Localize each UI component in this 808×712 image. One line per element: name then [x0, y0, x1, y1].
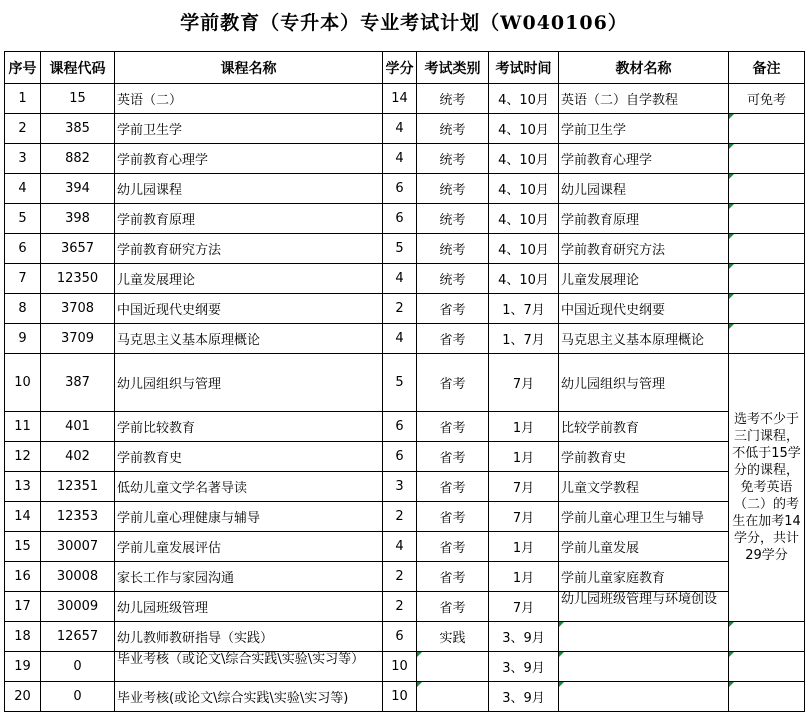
- row-time: 4、10月: [489, 114, 559, 144]
- table-row: [5, 562, 805, 592]
- row-name: 儿童发展理论: [115, 264, 383, 294]
- row-credit: 6: [383, 622, 417, 652]
- row-code: 3657: [41, 234, 115, 264]
- row-type: 省考: [417, 532, 489, 562]
- row-book: 中国近现代史纲要: [559, 294, 729, 324]
- row-time: 7月: [489, 472, 559, 502]
- row-name: 英语（二）: [115, 84, 383, 114]
- row-no: 7: [5, 264, 41, 294]
- row-note: [729, 114, 805, 144]
- row-book: 学前儿童家庭教育: [559, 562, 729, 592]
- row-type: 省考: [417, 324, 489, 354]
- row-name: 家长工作与家园沟通: [115, 562, 383, 592]
- row-note: [729, 264, 805, 294]
- row-note: [729, 144, 805, 174]
- table-row: [5, 472, 805, 502]
- row-name: [115, 652, 383, 682]
- exam-plan-table: [4, 51, 805, 712]
- table-row: [5, 294, 805, 324]
- table-row: [5, 84, 805, 114]
- row-book-text: 幼儿园班级管理与环境创设: [561, 592, 718, 607]
- row-book: 学前教育研究方法: [559, 234, 729, 264]
- row-code: 398: [41, 204, 115, 234]
- row-code: 30007: [41, 532, 115, 562]
- row-code: 385: [41, 114, 115, 144]
- row-type: 统考: [417, 204, 489, 234]
- row-type: 省考: [417, 472, 489, 502]
- row-code: 0: [41, 652, 115, 682]
- row-type: 省考: [417, 354, 489, 412]
- table-row: [5, 174, 805, 204]
- table-row: [5, 114, 805, 144]
- row-code: 12353: [41, 502, 115, 532]
- row-type: 统考: [417, 114, 489, 144]
- row-no: 10: [5, 354, 41, 412]
- table-row: [5, 652, 805, 682]
- row-credit: 6: [383, 174, 417, 204]
- row-code: 402: [41, 442, 115, 472]
- row-code: 401: [41, 412, 115, 442]
- row-note: [729, 652, 805, 682]
- row-note: 可免考: [729, 84, 805, 114]
- row-type: 统考: [417, 84, 489, 114]
- row-time: 1、7月: [489, 324, 559, 354]
- table-row: [5, 502, 805, 532]
- row-credit: 2: [383, 592, 417, 622]
- row-credit: 6: [383, 442, 417, 472]
- row-time: 1、7月: [489, 294, 559, 324]
- table-row: [5, 354, 805, 412]
- row-credit: 2: [383, 562, 417, 592]
- row-code: 3708: [41, 294, 115, 324]
- row-book: [559, 592, 729, 622]
- row-credit: 4: [383, 264, 417, 294]
- table-row: [5, 682, 805, 712]
- row-time: 3、9月: [489, 652, 559, 682]
- table-row: [5, 264, 805, 294]
- row-credit: 10: [383, 652, 417, 682]
- row-type: 省考: [417, 442, 489, 472]
- row-credit: 4: [383, 144, 417, 174]
- row-type: 省考: [417, 412, 489, 442]
- table-row: [5, 204, 805, 234]
- row-book: 幼儿园组织与管理: [559, 354, 729, 412]
- row-name: 学前教育心理学: [115, 144, 383, 174]
- table-row: [5, 622, 805, 652]
- row-code: 882: [41, 144, 115, 174]
- row-name: 幼儿园课程: [115, 174, 383, 204]
- row-note: [729, 682, 805, 712]
- table-row: [5, 412, 805, 442]
- row-no: 5: [5, 204, 41, 234]
- row-type: [417, 652, 489, 682]
- table-row: [5, 324, 805, 354]
- header-type: 考试类别: [417, 52, 489, 84]
- row-book: 学前教育史: [559, 442, 729, 472]
- row-type: 实践: [417, 622, 489, 652]
- row-time: 4、10月: [489, 174, 559, 204]
- row-book: 学前教育心理学: [559, 144, 729, 174]
- row-code: 0: [41, 682, 115, 712]
- row-type: 统考: [417, 264, 489, 294]
- row-no: 11: [5, 412, 41, 442]
- elective-note: 选考不少于三门课程，不低于15学分的课程，免考英语（二）的考生在加考14学分，共计29学分: [729, 354, 805, 622]
- row-no: 18: [5, 622, 41, 652]
- row-time: 4、10月: [489, 234, 559, 264]
- row-name: 学前教育原理: [115, 204, 383, 234]
- row-type: 统考: [417, 174, 489, 204]
- row-code: 394: [41, 174, 115, 204]
- row-name: 学前儿童发展评估: [115, 532, 383, 562]
- row-name: 幼儿教师教研指导（实践）: [115, 622, 383, 652]
- row-no: 4: [5, 174, 41, 204]
- row-name: 马克思主义基本原理概论: [115, 324, 383, 354]
- row-book: 学前儿童心理卫生与辅导: [559, 502, 729, 532]
- row-credit: 6: [383, 204, 417, 234]
- row-name: 幼儿园班级管理: [115, 592, 383, 622]
- row-note: [729, 622, 805, 652]
- page-title: 学前教育（专升本）专业考试计划（W040106）: [180, 12, 628, 34]
- row-credit: 2: [383, 502, 417, 532]
- row-type: 省考: [417, 294, 489, 324]
- row-book: 比较学前教育: [559, 412, 729, 442]
- row-book: 儿童发展理论: [559, 264, 729, 294]
- row-code: 30009: [41, 592, 115, 622]
- row-credit: 5: [383, 354, 417, 412]
- row-name-text: 毕业考核（或论文\综合实践\实验\实习等）: [117, 652, 365, 667]
- row-no: 19: [5, 652, 41, 682]
- row-no: 13: [5, 472, 41, 502]
- row-code: 12350: [41, 264, 115, 294]
- row-time: 7月: [489, 502, 559, 532]
- header-name: 课程名称: [115, 52, 383, 84]
- header-time: 考试时间: [489, 52, 559, 84]
- row-book: [559, 622, 729, 652]
- row-no: 3: [5, 144, 41, 174]
- row-time: 1月: [489, 412, 559, 442]
- row-book: 幼儿园课程: [559, 174, 729, 204]
- row-name: 学前儿童心理健康与辅导: [115, 502, 383, 532]
- row-book: 马克思主义基本原理概论: [559, 324, 729, 354]
- row-credit: 14: [383, 84, 417, 114]
- row-code: 12351: [41, 472, 115, 502]
- row-time: 4、10月: [489, 264, 559, 294]
- row-time: 4、10月: [489, 144, 559, 174]
- row-note: [729, 294, 805, 324]
- table-row: [5, 442, 805, 472]
- row-type: 省考: [417, 502, 489, 532]
- row-credit: 3: [383, 472, 417, 502]
- header-row: [5, 52, 805, 84]
- row-book: [559, 652, 729, 682]
- row-name: 中国近现代史纲要: [115, 294, 383, 324]
- row-book: 儿童文学教程: [559, 472, 729, 502]
- row-code: 12657: [41, 622, 115, 652]
- row-credit: 6: [383, 412, 417, 442]
- row-code: 30008: [41, 562, 115, 592]
- row-name: 学前卫生学: [115, 114, 383, 144]
- header-no: 序号: [5, 52, 41, 84]
- row-time: 1月: [489, 562, 559, 592]
- row-code: 387: [41, 354, 115, 412]
- row-credit: 4: [383, 114, 417, 144]
- row-name: 学前教育史: [115, 442, 383, 472]
- row-book: 英语（二）自学教程: [559, 84, 729, 114]
- row-no: 15: [5, 532, 41, 562]
- row-no: 20: [5, 682, 41, 712]
- row-type: 省考: [417, 592, 489, 622]
- row-credit: 4: [383, 532, 417, 562]
- row-code: 3709: [41, 324, 115, 354]
- row-note: [729, 234, 805, 264]
- row-name: 幼儿园组织与管理: [115, 354, 383, 412]
- header-note: 备注: [729, 52, 805, 84]
- row-time: 1月: [489, 442, 559, 472]
- row-time: 1月: [489, 532, 559, 562]
- row-credit: 2: [383, 294, 417, 324]
- table-row: [5, 144, 805, 174]
- row-no: 2: [5, 114, 41, 144]
- row-name: 学前教育研究方法: [115, 234, 383, 264]
- row-name: 低幼儿童文学名著导读: [115, 472, 383, 502]
- row-book: 学前卫生学: [559, 114, 729, 144]
- row-note: [729, 324, 805, 354]
- table-row: [5, 532, 805, 562]
- row-no: 16: [5, 562, 41, 592]
- header-credit: 学分: [383, 52, 417, 84]
- row-note: [729, 204, 805, 234]
- row-book: 学前教育原理: [559, 204, 729, 234]
- row-code: 15: [41, 84, 115, 114]
- row-name: 学前比较教育: [115, 412, 383, 442]
- row-no: 6: [5, 234, 41, 264]
- row-time: 7月: [489, 592, 559, 622]
- row-note: [729, 174, 805, 204]
- row-time: 4、10月: [489, 84, 559, 114]
- table-row: [5, 234, 805, 264]
- table-row: [5, 592, 805, 622]
- header-code: 课程代码: [41, 52, 115, 84]
- header-book: 教材名称: [559, 52, 729, 84]
- row-time: 4、10月: [489, 204, 559, 234]
- row-book: 学前儿童发展: [559, 532, 729, 562]
- row-no: 14: [5, 502, 41, 532]
- row-type: [417, 682, 489, 712]
- row-credit: 5: [383, 234, 417, 264]
- row-type: 统考: [417, 144, 489, 174]
- row-type: 统考: [417, 234, 489, 264]
- row-time: 3、9月: [489, 682, 559, 712]
- row-credit: 4: [383, 324, 417, 354]
- row-time: 3、9月: [489, 622, 559, 652]
- row-credit: 10: [383, 682, 417, 712]
- row-time: 7月: [489, 354, 559, 412]
- row-name: 毕业考核(或论文\综合实践\实验\实习等): [115, 682, 383, 712]
- row-no: 8: [5, 294, 41, 324]
- row-type: 省考: [417, 562, 489, 592]
- row-no: 9: [5, 324, 41, 354]
- row-no: 1: [5, 84, 41, 114]
- row-no: 17: [5, 592, 41, 622]
- row-book: [559, 682, 729, 712]
- row-no: 12: [5, 442, 41, 472]
